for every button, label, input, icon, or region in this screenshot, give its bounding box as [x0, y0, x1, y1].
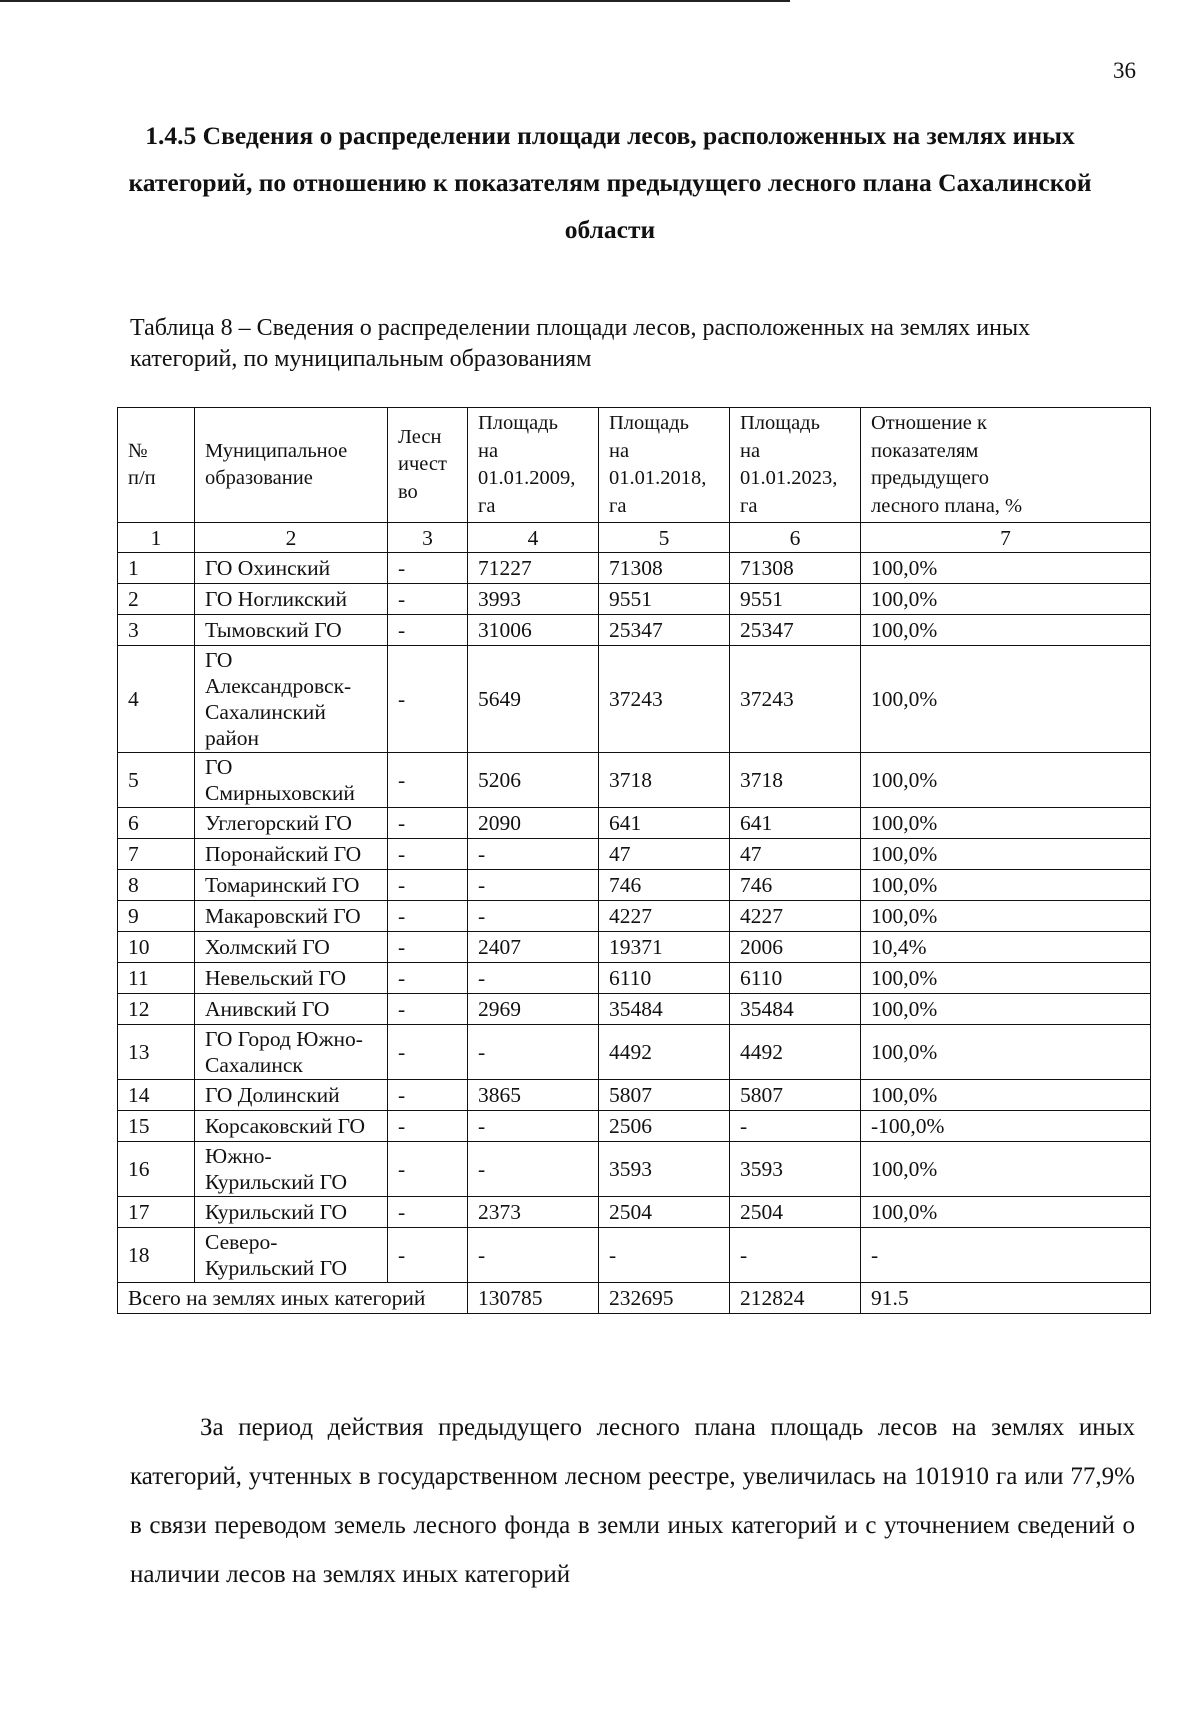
table-cell: 10,4%	[861, 932, 1151, 963]
forest-area-table	[117, 407, 1151, 1314]
column-header	[730, 408, 861, 523]
table-cell: 4492	[599, 1025, 730, 1080]
table-cell: -	[599, 1228, 730, 1283]
column-header	[388, 408, 468, 523]
table-cell: -	[388, 1197, 468, 1228]
cell-line: ГО	[205, 648, 233, 672]
table-cell: 47	[599, 839, 730, 870]
table-row	[118, 839, 1151, 870]
table-cell: 641	[599, 808, 730, 839]
table-cell: 6110	[599, 963, 730, 994]
table-cell: -	[388, 1025, 468, 1080]
table-cell: 9551	[730, 584, 861, 615]
table-cell: 3718	[730, 753, 861, 808]
table-cell: ГО Охинский	[195, 553, 388, 584]
table-cell: 5807	[730, 1080, 861, 1111]
table-cell: 7	[118, 839, 195, 870]
table-cell: 9	[118, 901, 195, 932]
table-cell: 4492	[730, 1025, 861, 1080]
header-line: Отношение к	[871, 412, 987, 434]
header-line: на	[609, 439, 630, 462]
table-cell: 5206	[468, 753, 599, 808]
table-cell: 4227	[599, 901, 730, 932]
table-cell: 13	[118, 1025, 195, 1080]
table-cell: 35484	[730, 994, 861, 1025]
table-cell: -	[468, 839, 599, 870]
total-value: 91.5	[861, 1283, 1151, 1314]
table-cell: 71308	[599, 553, 730, 584]
table-cell: Макаровский ГО	[195, 901, 388, 932]
header-line: Площадь	[609, 412, 689, 434]
table-cell: -	[861, 1228, 1151, 1283]
column-number: 1	[118, 523, 195, 553]
body-paragraph: За период действия предыдущего лесного плана площадь лесов на землях иных категорий, учтенных в государственном лесном реестре, увеличилась на 101910 га или 77,9% в связи переводом земель лесного фонда в земли иных категорий и с уточнением сведений о наличии лесов на землях иных категорий	[130, 1414, 1135, 1588]
table-cell: -	[730, 1111, 861, 1142]
table-cell: -	[468, 1025, 599, 1080]
table-cell: 37243	[730, 646, 861, 753]
table-cell: 3593	[599, 1142, 730, 1197]
header-line: на	[740, 439, 761, 462]
table-cell: 100,0%	[861, 646, 1151, 753]
header-line: №	[128, 439, 148, 462]
table-cell: -	[388, 1111, 468, 1142]
table-cell: 37243	[599, 646, 730, 753]
header-line: Площадь	[478, 412, 558, 434]
table-cell: -	[388, 753, 468, 808]
table-cell: 14	[118, 1080, 195, 1111]
header-line: образование	[205, 467, 313, 489]
table-cell: 11	[118, 963, 195, 994]
table-cell	[195, 753, 388, 808]
table-cell: 746	[599, 870, 730, 901]
table-cell: -	[730, 1228, 861, 1283]
table-cell: 18	[118, 1228, 195, 1283]
column-number: 7	[861, 523, 1151, 553]
table-cell: 4227	[730, 901, 861, 932]
header-line: Лесн	[398, 425, 442, 448]
table-cell: 100,0%	[861, 963, 1151, 994]
table-header-row	[118, 408, 1151, 523]
table-cell: -	[388, 808, 468, 839]
table-cell	[195, 646, 388, 753]
header-line: во	[398, 480, 418, 503]
table-cell: -	[388, 615, 468, 646]
table-cell: 100,0%	[861, 1197, 1151, 1228]
table-cell: 5807	[599, 1080, 730, 1111]
column-number: 3	[388, 523, 468, 553]
section-heading: 1.4.5 Сведения о распределении площади лесов, расположенных на землях иных категорий, по отношению к показателям предыдущего лесного плана Сахалинской области	[128, 121, 1092, 244]
header-line: га	[609, 494, 627, 517]
table-cell: 2006	[730, 932, 861, 963]
page-number: 36	[1113, 58, 1136, 83]
table-cell: 3865	[468, 1080, 599, 1111]
table-cell: 71227	[468, 553, 599, 584]
table-cell: 2969	[468, 994, 599, 1025]
table-cell: 100,0%	[861, 584, 1151, 615]
table-cell: 2506	[599, 1111, 730, 1142]
cell-line: Северо-	[205, 1230, 278, 1254]
table-cell: 3	[118, 615, 195, 646]
column-number: 2	[195, 523, 388, 553]
column-header	[468, 408, 599, 523]
total-value: 212824	[730, 1283, 861, 1314]
cell-line: Сахалинск	[205, 1053, 303, 1077]
table-cell: Углегорский ГО	[195, 808, 388, 839]
table-cell: 3993	[468, 584, 599, 615]
table-cell: -100,0%	[861, 1111, 1151, 1142]
table-cell: -	[388, 994, 468, 1025]
table-cell: -	[388, 1080, 468, 1111]
table-row	[118, 1197, 1151, 1228]
table-row	[118, 994, 1151, 1025]
cell-line: Курильский ГО	[205, 1256, 348, 1280]
table-cell: -	[388, 932, 468, 963]
table-cell: 6	[118, 808, 195, 839]
table-cell: 100,0%	[861, 615, 1151, 646]
table-cell: Анивский ГО	[195, 994, 388, 1025]
table-row	[118, 870, 1151, 901]
header-line: ичест	[398, 453, 447, 476]
table-cell: -	[388, 963, 468, 994]
table-cell: -	[388, 584, 468, 615]
column-number: 5	[599, 523, 730, 553]
header-line: предыдущего	[871, 467, 989, 489]
column-header	[118, 408, 195, 523]
table-cell: 2504	[599, 1197, 730, 1228]
header-line: показателям	[871, 439, 979, 462]
table-cell: -	[388, 1142, 468, 1197]
table-cell: ГО Долинский	[195, 1080, 388, 1111]
table-row	[118, 901, 1151, 932]
table-cell: -	[468, 870, 599, 901]
table-cell: 31006	[468, 615, 599, 646]
table-cell: 10	[118, 932, 195, 963]
total-value: 232695	[599, 1283, 730, 1314]
column-header	[195, 408, 388, 523]
cell-line: Смирныховский	[205, 781, 355, 805]
table-cell	[195, 1142, 388, 1197]
table-row	[118, 1228, 1151, 1283]
column-number: 6	[730, 523, 861, 553]
table-cell: 2	[118, 584, 195, 615]
table-cell	[195, 1025, 388, 1080]
table-cell: 25347	[599, 615, 730, 646]
cell-line: Сахалинский	[205, 700, 326, 724]
table-cell: 2090	[468, 808, 599, 839]
header-line: га	[740, 494, 758, 517]
table-row	[118, 615, 1151, 646]
table-cell	[195, 1228, 388, 1283]
table-row	[118, 1111, 1151, 1142]
table-cell: 100,0%	[861, 1025, 1151, 1080]
table-row	[118, 1142, 1151, 1197]
table-cell: Тымовский ГО	[195, 615, 388, 646]
cell-line: Александровск-	[205, 674, 352, 698]
table-cell: Невельский ГО	[195, 963, 388, 994]
table-cell: -	[388, 646, 468, 753]
table-cell: -	[468, 1111, 599, 1142]
table-row	[118, 808, 1151, 839]
table-cell: -	[388, 839, 468, 870]
table-cell: 6110	[730, 963, 861, 994]
header-line: на	[478, 439, 499, 462]
table-cell: 25347	[730, 615, 861, 646]
table-cell: -	[468, 901, 599, 932]
cell-line: Южно-	[205, 1144, 272, 1168]
table-cell: -	[468, 1142, 599, 1197]
total-value: 130785	[468, 1283, 599, 1314]
table-cell: -	[388, 901, 468, 932]
table-cell: 9551	[599, 584, 730, 615]
column-header	[599, 408, 730, 523]
table-cell: 100,0%	[861, 1080, 1151, 1111]
table-row	[118, 1080, 1151, 1111]
table-cell: 100,0%	[861, 808, 1151, 839]
header-line: 01.01.2023,	[740, 467, 838, 489]
table-cell: -	[468, 1228, 599, 1283]
table-cell: 100,0%	[861, 753, 1151, 808]
header-line: 01.01.2009,	[478, 467, 576, 489]
column-header	[861, 408, 1151, 523]
table-cell: 100,0%	[861, 553, 1151, 584]
header-line: лесного плана, %	[871, 494, 1023, 517]
table-cell: -	[388, 1228, 468, 1283]
table-cell: Томаринский ГО	[195, 870, 388, 901]
table-cell: Корсаковский ГО	[195, 1111, 388, 1142]
table-cell: 8	[118, 870, 195, 901]
table-cell: 2407	[468, 932, 599, 963]
table-cell: 12	[118, 994, 195, 1025]
table-row	[118, 646, 1151, 753]
total-row	[118, 1283, 1151, 1314]
table-cell: 3718	[599, 753, 730, 808]
table-cell: 19371	[599, 932, 730, 963]
table-cell: 71308	[730, 553, 861, 584]
cell-line: район	[205, 726, 260, 750]
table-row	[118, 753, 1151, 808]
table-cell: 17	[118, 1197, 195, 1228]
column-numbers-row	[118, 523, 1151, 553]
table-cell: 641	[730, 808, 861, 839]
table-cell: 16	[118, 1142, 195, 1197]
header-line: 01.01.2018,	[609, 467, 707, 489]
table-cell: Курильский ГО	[195, 1197, 388, 1228]
table-cell: 100,0%	[861, 1142, 1151, 1197]
table-cell: 2504	[730, 1197, 861, 1228]
table-row	[118, 1025, 1151, 1080]
table-row	[118, 932, 1151, 963]
cell-line: Курильский ГО	[205, 1170, 348, 1194]
total-label: Всего на землях иных категорий	[118, 1283, 468, 1314]
table-cell: -	[388, 870, 468, 901]
table-caption: Таблица 8 – Сведения о распределении площади лесов, расположенных на землях иных категорий, по муниципальным образованиям	[130, 315, 1031, 372]
table-cell: 47	[730, 839, 861, 870]
table-cell: 100,0%	[861, 994, 1151, 1025]
cell-line: ГО	[205, 755, 233, 779]
table-cell: 3593	[730, 1142, 861, 1197]
header-line: Площадь	[740, 412, 820, 434]
table-row	[118, 553, 1151, 584]
table-cell: 100,0%	[861, 901, 1151, 932]
table-cell: Холмский ГО	[195, 932, 388, 963]
table-cell: 100,0%	[861, 839, 1151, 870]
cell-line: ГО Город Южно-	[205, 1027, 363, 1051]
table-cell: 4	[118, 646, 195, 753]
table-row	[118, 963, 1151, 994]
table-cell: -	[468, 963, 599, 994]
table-cell: Поронайский ГО	[195, 839, 388, 870]
header-line: га	[478, 494, 496, 517]
table-cell: ГО Ногликский	[195, 584, 388, 615]
table-cell: 15	[118, 1111, 195, 1142]
table-cell: 35484	[599, 994, 730, 1025]
table-cell: 746	[730, 870, 861, 901]
table-row	[118, 584, 1151, 615]
table-cell: 5	[118, 753, 195, 808]
table-cell: 100,0%	[861, 870, 1151, 901]
header-line: п/п	[128, 467, 156, 489]
column-number: 4	[468, 523, 599, 553]
table-cell: 2373	[468, 1197, 599, 1228]
header-line: Муниципальное	[205, 439, 348, 462]
table-cell: 1	[118, 553, 195, 584]
top-rule	[0, 0, 790, 2]
table-cell: -	[388, 553, 468, 584]
table-cell: 5649	[468, 646, 599, 753]
